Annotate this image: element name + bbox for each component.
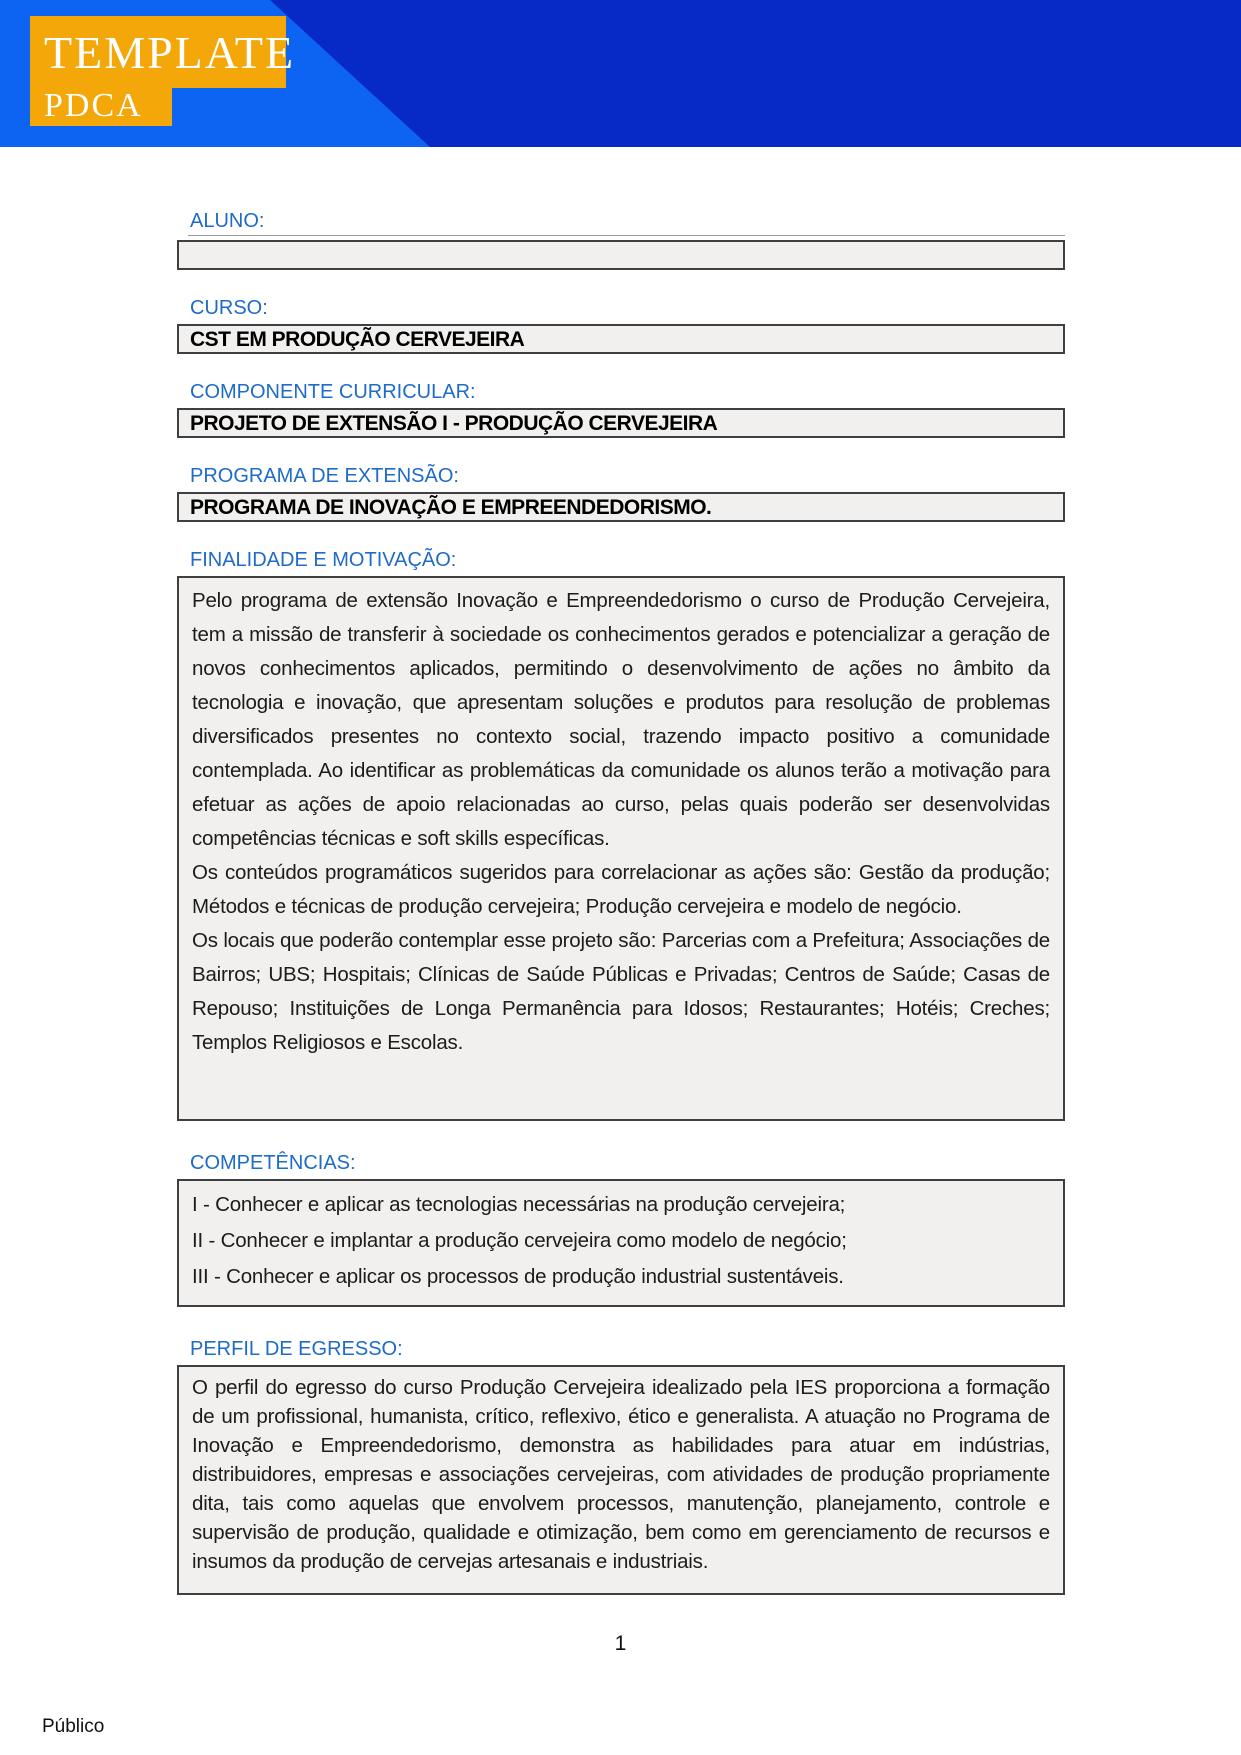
pdca-template-logo [30,16,296,126]
page-number: 1 [614,1632,627,1655]
finalidade-motivacao-label: FINALIDADE E MOTIVAÇÃO: [190,549,457,571]
classification-label: Público [42,1716,105,1737]
componente-curricular-label: COMPONENTE CURRICULAR: [190,381,476,403]
curso-value-box: CST EM PRODUÇÃO CERVEJEIRA [177,324,1065,354]
logo-line-template: TEMPLATE [30,16,286,88]
competencia-item-2: II - Conhecer e implantar a produção cervejeira como modelo de negócio; [192,1229,847,1252]
header-band [0,0,1241,147]
programa-extensao-label: PROGRAMA DE EXTENSÃO: [190,465,459,487]
finalidade-motivacao-box [177,576,1065,1121]
curso-label: CURSO: [190,297,268,319]
programa-extensao-value-box: PROGRAMA DE INOVAÇÃO E EMPREENDEDORISMO. [177,492,1065,522]
aluno-label: ALUNO: [190,210,265,232]
finalidade-paragraph-1: Pelo programa de extensão Inovação e Empreendedorismo o curso de Produção Cervejeira, tem a missão de transferir à sociedade os conhecimentos gerados e potencializar a geração de novos conhecimentos aplicados, permitindo o desenvolvimento de ações no âmbito da tecnologia e inovação, que apresentam soluções e produtos para resolução de problemas diversificados presentes no contexto social, trazendo impacto positivo a comunidade contemplada. Ao identificar as problemáticas da comunidade os alunos terão a motivação para efetuar as ações de apoio relacionadas ao curso, pelas quais poderão ser desenvolvidas competências técnicas e soft skills específicas. [192,589,1050,850]
perfil-egresso-label: PERFIL DE EGRESSO: [190,1338,403,1360]
logo-line-pdca: PDCA [30,88,172,126]
perfil-egresso-box [177,1365,1065,1595]
finalidade-paragraph-3: Os locais que poderão contemplar esse projeto são: Parcerias com a Prefeitura; Associações de Bairros; UBS; Hospitais; Clínicas de Saúde Públicas e Privadas; Centros de Saúde; Casas de Repouso; Instituições de Longa Permanência para Idosos; Restaurantes; Hotéis; Creches; Templos Religiosos e Escolas. [192,929,1050,1054]
form-content [177,147,1065,1595]
competencias-label: COMPETÊNCIAS: [190,1152,356,1174]
finalidade-paragraph-2: Os conteúdos programáticos sugeridos para correlacionar as ações são: Gestão da produção; Métodos e técnicas de produção cervejeira; Produção cervejeira e modelo de negócio. [192,861,1050,918]
competencia-item-1: I - Conhecer e aplicar as tecnologias necessárias na produção cervejeira; [192,1193,846,1216]
perfil-egresso-paragraph: O perfil do egresso do curso Produção Cervejeira idealizado pela IES proporciona a formação de um profissional, humanista, crítico, reflexivo, ético e generalista. A atuação no Programa de Inovação e Empreendedorismo, demonstra as habilidades para atuar em indústrias, distribuidores, empresas e associações cervejeiras, com atividades de produção propriamente dita, tais como aquelas que envolvem processos, manutenção, planejamento, controle e supervisão de produção, qualidade e otimização, bem como em gerenciamento de recursos e insumos da produção de cervejas artesanais e industriais. [192,1376,1050,1573]
aluno-underline [188,235,1065,236]
componente-curricular-value-box: PROJETO DE EXTENSÃO I - PRODUÇÃO CERVEJEIRA [177,408,1065,438]
aluno-input[interactable] [177,240,1065,270]
competencia-item-3: III - Conhecer e aplicar os processos de produção industrial sustentáveis. [192,1265,844,1288]
competencias-box [177,1179,1065,1307]
